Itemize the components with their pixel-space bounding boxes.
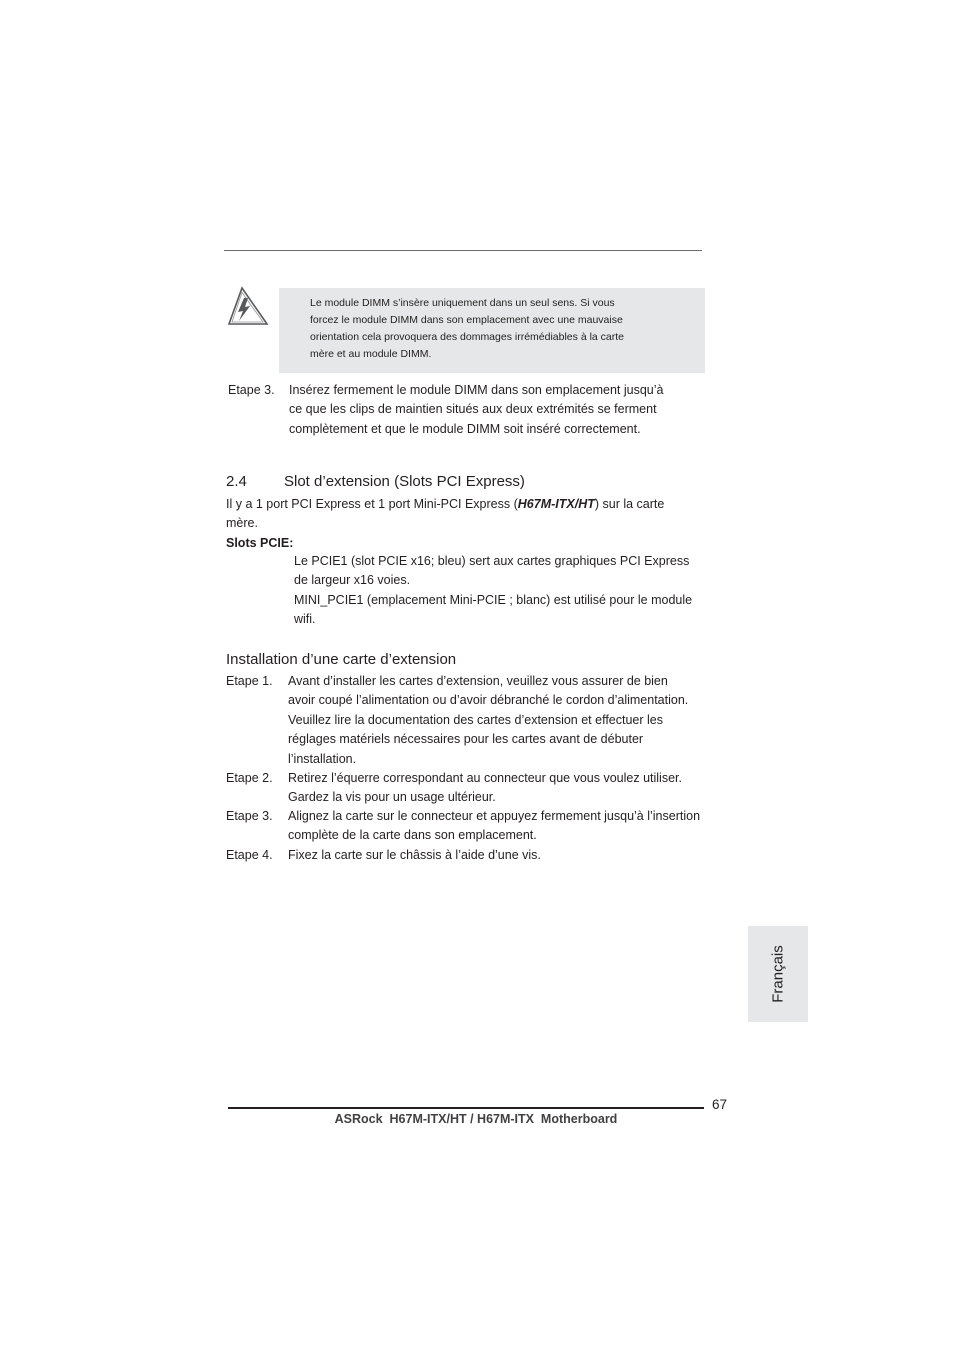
intro-text: Il y a 1 port PCI Express et 1 port Mini-PCI Express ( (226, 497, 518, 511)
install-title: Installation d’une carte d’extension (226, 651, 457, 668)
slots-line: de largeur x16 voies. (294, 573, 411, 588)
step-text (289, 381, 709, 439)
step-line: Retirez l’équerre correspondant au connecteur que vous voulez utiliser. (288, 771, 682, 785)
install-step-2 (226, 769, 716, 809)
step-label: Etape 3. (228, 383, 275, 397)
slots-line: Le PCIE1 (slot PCIE x16; bleu) sert aux cartes graphiques PCI Express (294, 554, 690, 568)
step-text (288, 807, 716, 846)
intro-line (226, 495, 716, 514)
warning-note-text (310, 295, 670, 363)
step-line: Veuillez lire la documentation des cartes d’extension et effectuer les (288, 712, 663, 727)
step-label: Etape 1. (226, 674, 273, 688)
section-title: Slot d’extension (Slots PCI Express) (284, 473, 525, 490)
intro-line-2: mère. (226, 516, 258, 531)
warning-line: orientation cela provoquera des dommages irrémédiables à la carte (310, 331, 625, 343)
section-number: 2.4 (226, 473, 247, 490)
step-text (288, 769, 716, 808)
step-label: Etape 3. (226, 809, 273, 823)
slots-line: wifi. (294, 612, 316, 627)
top-rule (224, 250, 702, 251)
warning-note-box (279, 288, 705, 373)
step-text (288, 672, 716, 769)
slots-description (294, 552, 714, 630)
step-line: Avant d’installer les cartes d’extension, veuillez vous assurer de bien (288, 674, 668, 688)
model-name: H67M-ITX/HT (517, 497, 595, 511)
intro-text: ) sur la carte (594, 497, 665, 511)
section-intro (226, 495, 716, 553)
step-line: réglages matériels nécessaires pour les cartes avant de débuter (288, 732, 644, 747)
warning-triangle-icon (226, 286, 270, 328)
page-number: 67 (712, 1097, 728, 1112)
install-step-1 (226, 672, 716, 770)
language-tab (748, 926, 808, 1022)
step-line: complètement et que le module DIMM soit inséré correctement. (289, 421, 641, 436)
bottom-rule (228, 1107, 704, 1109)
step-text (288, 846, 716, 865)
warning-line: Le module DIMM s’insère uniquement dans un seul sens. Si vous (310, 297, 615, 309)
step-line: Alignez la carte sur le connecteur et appuyez fermement jusqu’à l’insertion (288, 809, 701, 823)
step-line: ce que les clips de maintien situés aux deux extrémités se ferment (289, 402, 657, 417)
step-line: Fixez la carte sur le châssis à l’aide d’une vis. (288, 848, 541, 862)
step-label: Etape 2. (226, 771, 273, 785)
slots-heading: Slots PCIE: (226, 535, 294, 550)
slots-line: MINI_PCIE1 (emplacement Mini-PCIE ; blanc) est utilisé pour le module (294, 592, 693, 607)
language-tab-label: Français (769, 945, 787, 1003)
install-step-4 (226, 846, 716, 866)
install-step-3 (226, 807, 716, 847)
step-line: Insérez fermement le module DIMM dans son emplacement jusqu’à (289, 383, 664, 397)
step-line: Gardez la vis pour un usage ultérieur. (288, 790, 496, 805)
step-line: complète de la carte dans son emplacement. (288, 828, 537, 843)
warning-line: mère et au module DIMM. (310, 348, 432, 360)
step-line: avoir coupé l’alimentation ou d’avoir débranché le cordon d’alimentation. (288, 693, 689, 708)
warning-line: forcez le module DIMM dans son emplacement avec une mauvaise (310, 314, 623, 326)
step-label: Etape 4. (226, 848, 273, 862)
step-line: l’installation. (288, 751, 357, 766)
footer-text: ASRock H67M-ITX/HT / H67M-ITX Motherboard (334, 1112, 618, 1126)
dimm-step-3 (228, 381, 708, 441)
